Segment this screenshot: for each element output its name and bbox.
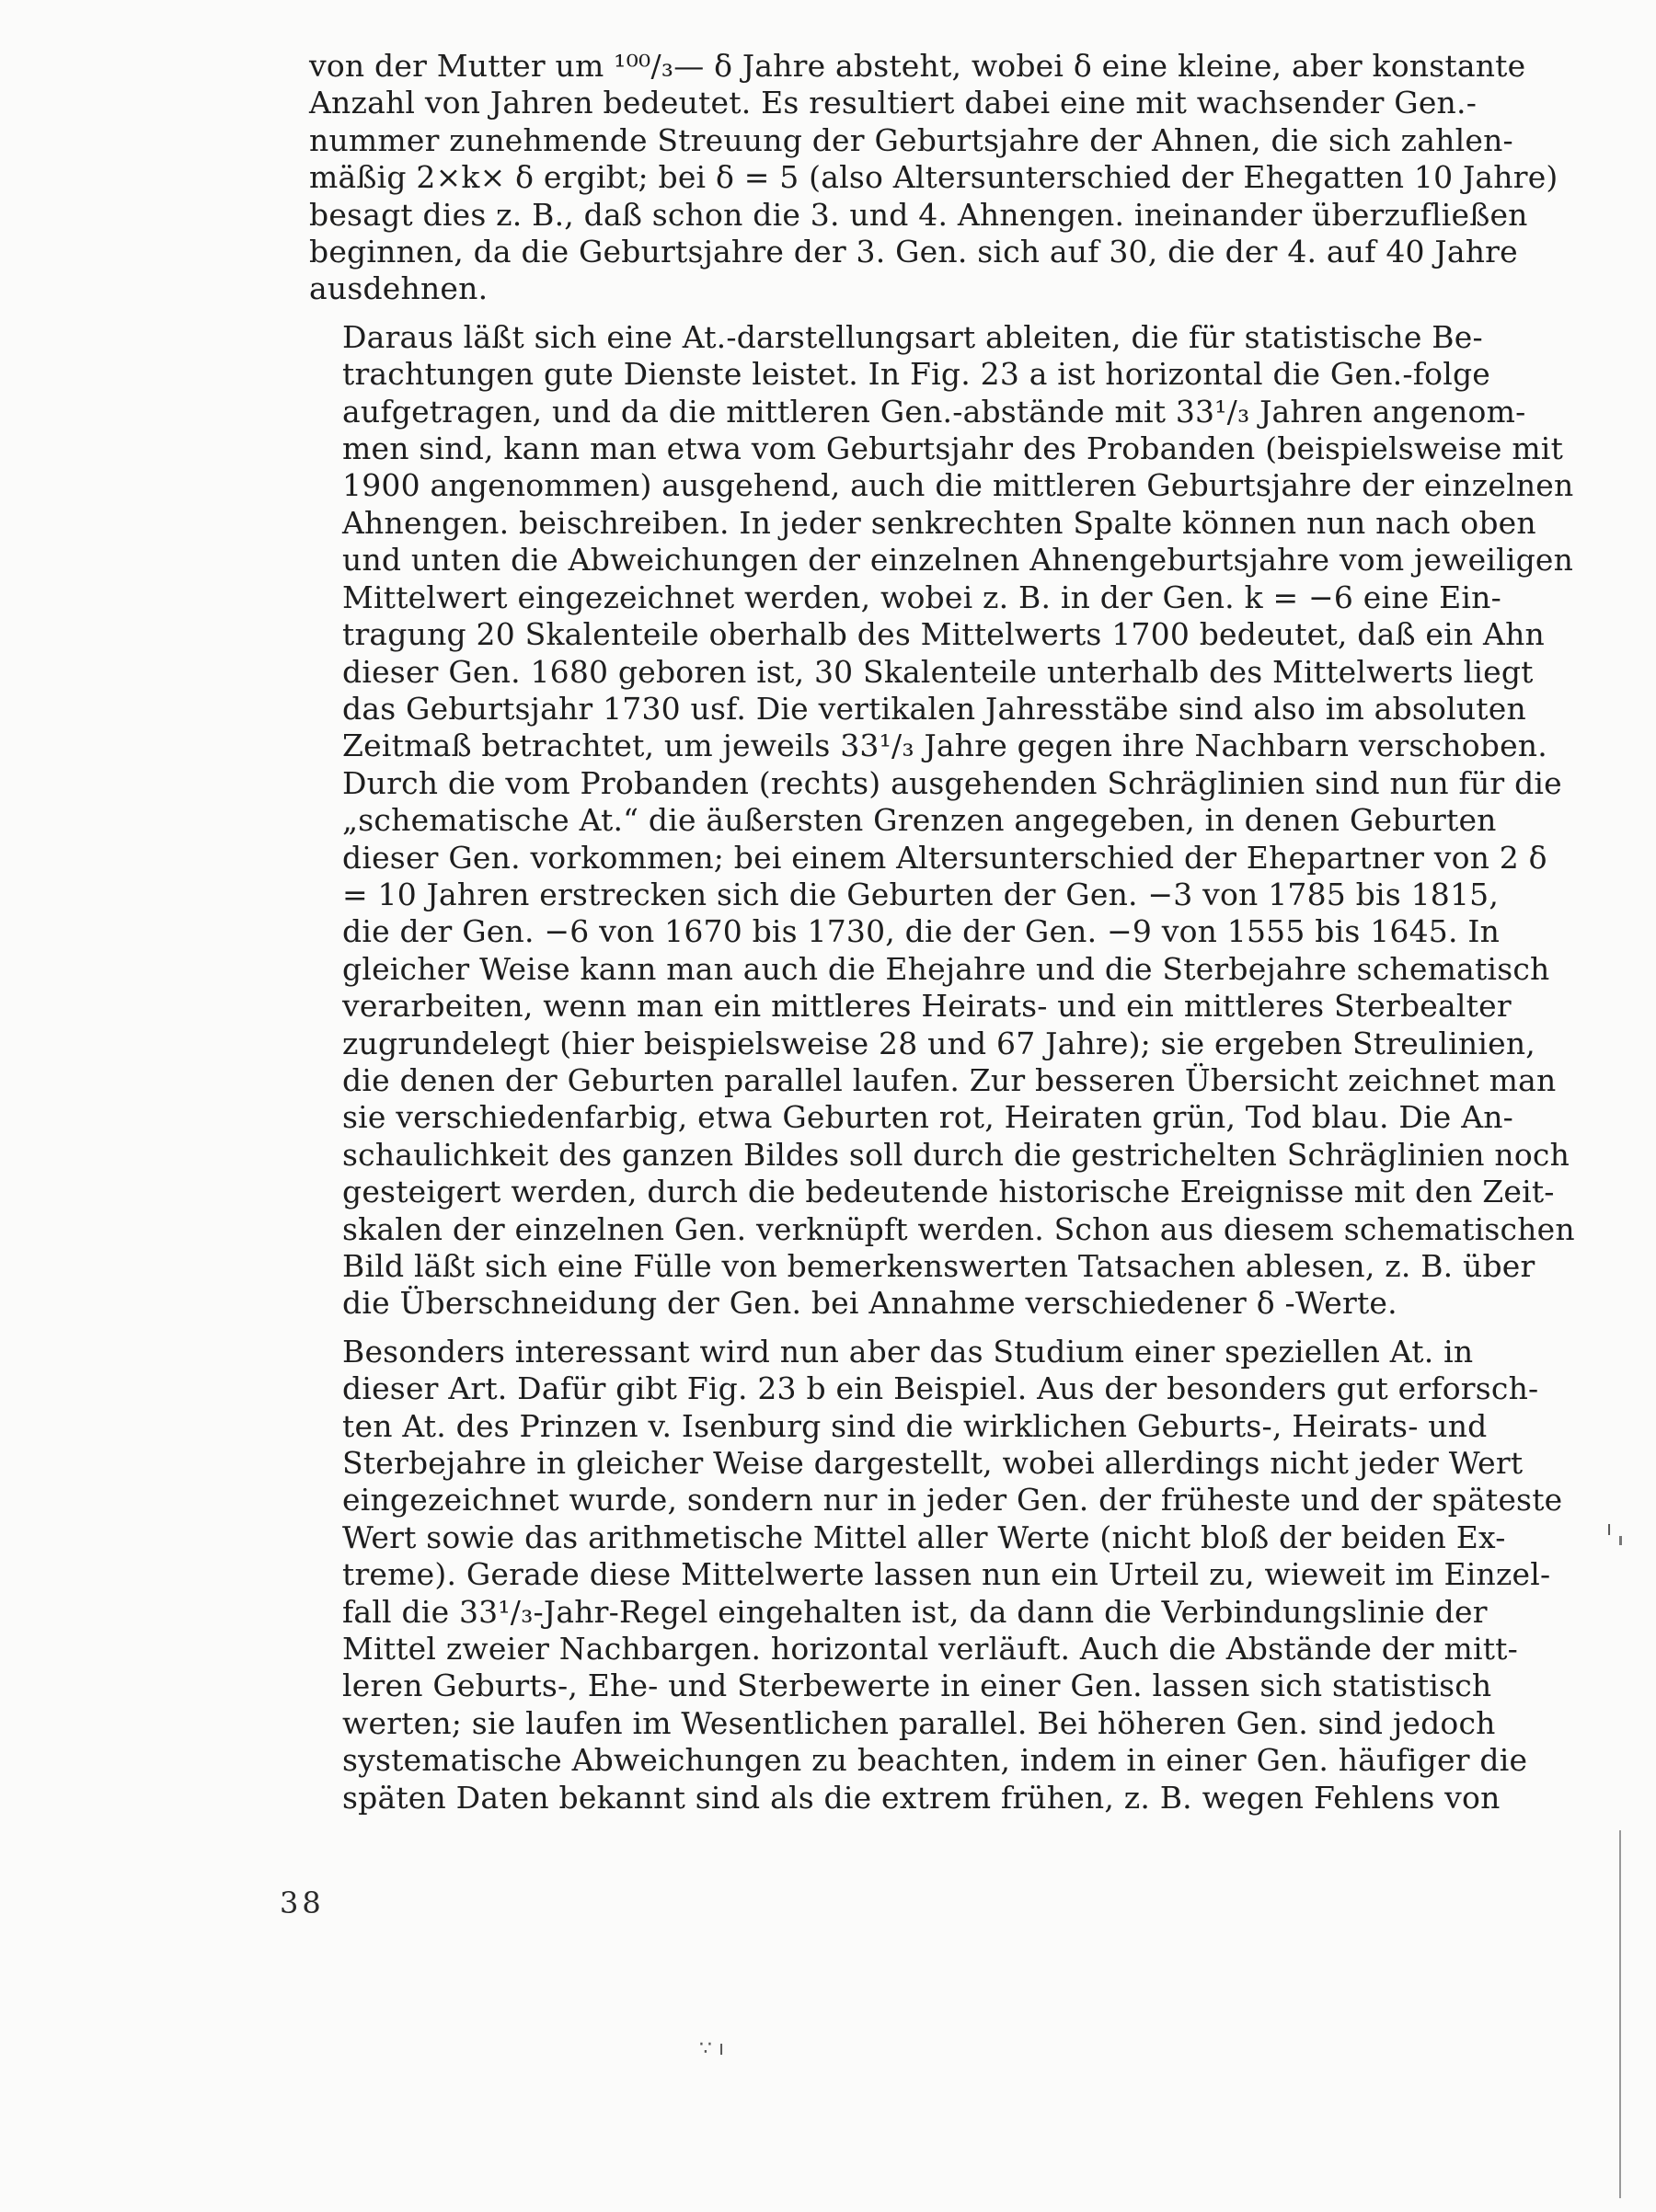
text-line: eingezeichnet wurde, sondern nur in jeder Gen. der früheste und der späteste	[342, 1482, 1563, 1519]
text-line: ten At. des Prinzen v. Isenburg sind die wirklichen Geburts-, Heirats- und	[342, 1407, 1488, 1444]
text-line: beginnen, da die Geburtsjahre der 3. Gen. sich auf 30, die der 4. auf 40 Jahre	[309, 234, 1518, 270]
text-line: Daraus läßt sich eine At.-darstellungsart ableiten, die für statistische Be-	[342, 318, 1483, 355]
text-line: das Geburtsjahr 1730 usf. Die vertikalen Jahresstäbe sind also im absoluten	[342, 690, 1526, 727]
paragraph	[309, 1333, 1563, 1817]
text-line: verarbeiten, wenn man ein mittleres Heirats- und ein mittleres Sterbealter	[342, 988, 1512, 1025]
text-line: Zeitmaß betrachtet, um jeweils 33¹/₃ Jahre gegen ihre Nachbarn verschoben.	[342, 728, 1547, 764]
text-line: dieser Gen. 1680 geboren ist, 30 Skalenteile unterhalb des Mittelwerts liegt	[342, 653, 1534, 690]
text-line: dieser Gen. vorkommen; bei einem Altersunterschied der Ehepartner von 2 δ	[342, 839, 1547, 876]
text-line: trachtungen gute Dienste leistet. In Fig. 23 a ist horizontal die Gen.-folge	[342, 356, 1491, 393]
text-line: Sterbejahre in gleicher Weise dargestellt, wobei allerdings nicht jeder Wert	[342, 1445, 1524, 1482]
text-line: ausdehnen.	[309, 270, 489, 307]
text-line: Anzahl von Jahren bedeutet. Es resultiert dabei eine mit wachsender Gen.-	[309, 85, 1478, 121]
text-line: men sind, kann man etwa vom Geburtsjahr des Probanden (beispielsweise mit	[342, 430, 1564, 467]
text-line: späten Daten bekannt sind als die extrem frühen, z. B. wegen Fehlens von	[342, 1779, 1501, 1816]
text-line: zugrundelegt (hier beispielsweise 28 und 67 Jahre); sie ergeben Streulinien,	[342, 1025, 1535, 1061]
text-line: Durch die vom Probanden (rechts) ausgehenden Schräglinien sind nun für die	[342, 764, 1562, 801]
text-line: Mittelwert eingezeichnet werden, wobei z. B. in der Gen. k = −6 eine Ein-	[342, 579, 1501, 615]
text-line: die der Gen. −6 von 1670 bis 1730, die der Gen. −9 von 1555 bis 1645. In	[342, 913, 1501, 950]
text-line: gesteigert werden, durch die bedeutende historische Ereignisse mit den Zeit-	[342, 1174, 1555, 1210]
text-line: systematische Abweichungen zu beachten, indem in einer Gen. häufiger die	[342, 1742, 1528, 1779]
text-line: Ahnengen. beischreiben. In jeder senkrechten Spalte können nun nach oben	[342, 504, 1536, 541]
scan-artifact	[1619, 1830, 1621, 2198]
text-line: die Überschneidung der Gen. bei Annahme verschiedener δ -Werte.	[342, 1285, 1397, 1322]
text-line: mäßig 2×k× δ ergibt; bei δ = 5 (also Altersunterschied der Ehegatten 10 Jahre)	[309, 159, 1558, 196]
text-line: nummer zunehmende Streuung der Geburtsjahre der Ahnen, die sich zahlen-	[309, 121, 1513, 158]
text-line: gleicher Weise kann man auch die Ehejahre und die Sterbejahre schematisch	[342, 950, 1550, 987]
text-line: und unten die Abweichungen der einzelnen Ahnengeburtsjahre vom jeweiligen	[342, 542, 1574, 579]
text-line: Mittel zweier Nachbargen. horizontal verläuft. Auch die Abstände der mitt-	[342, 1631, 1518, 1668]
text-line: werten; sie laufen im Wesentlichen parallel. Bei höheren Gen. sind jedoch	[342, 1704, 1496, 1741]
text-line: besagt dies z. B., daß schon die 3. und 4. Ahnengen. ineinander überzufließen	[309, 196, 1528, 233]
scan-speck: ı	[1606, 1518, 1613, 1541]
page-number: 38	[280, 1885, 325, 1920]
text-line: Bild läßt sich eine Fülle von bemerkenswerten Tatsachen ablesen, z. B. über	[342, 1248, 1535, 1284]
text-line: sie verschiedenfarbig, etwa Geburten rot, Heiraten grün, Tod blau. Die An-	[342, 1099, 1514, 1136]
text-line: Wert sowie das arithmetische Mittel aller Werte (nicht bloß der beiden Ex-	[342, 1519, 1506, 1555]
paragraph	[309, 318, 1575, 1323]
text-line: fall die 33¹/₃-Jahr-Regel eingehalten ist, da dann die Verbindungslinie der	[342, 1593, 1488, 1630]
text-line: = 10 Jahren erstrecken sich die Geburten der Gen. −3 von 1785 bis 1815,	[342, 876, 1500, 912]
text-line: leren Geburts-, Ehe- und Sterbewerte in einer Gen. lassen sich statistisch	[342, 1668, 1492, 1704]
text-line: von der Mutter um ¹⁰⁰/₃— δ Jahre absteht, wobei δ eine kleine, aber konstante	[309, 48, 1526, 84]
text-line: treme). Gerade diese Mittelwerte lassen nun ein Urteil zu, wieweit im Einzel-	[342, 1556, 1551, 1593]
text-line: „schematische At.“ die äußersten Grenzen angegeben, in denen Geburten	[342, 802, 1497, 839]
text-line: Besonders interessant wird nun aber das Studium einer speziellen At. in	[342, 1333, 1474, 1370]
text-line: aufgetragen, und da die mittleren Gen.-abstände mit 33¹/₃ Jahren angenom-	[342, 393, 1526, 430]
text-line: tragung 20 Skalenteile oberhalb des Mittelwerts 1700 bedeutet, daß ein Ahn	[342, 616, 1545, 653]
paragraph	[309, 48, 1558, 308]
text-line: schaulichkeit des ganzen Bildes soll durch die gestrichelten Schräglinien noch	[342, 1136, 1570, 1173]
text-line: 1900 angenommen) ausgehend, auch die mittleren Geburtsjahre der einzelnen	[342, 467, 1574, 504]
body-text	[309, 48, 1575, 1828]
text-line: die denen der Geburten parallel laufen. Zur besseren Übersicht zeichnet man	[342, 1061, 1557, 1098]
text-line: skalen der einzelnen Gen. verknüpft werden. Schon aus diesem schematischen	[342, 1210, 1575, 1247]
text-line: dieser Art. Dafür gibt Fig. 23 b ein Beispiel. Aus der besonders gut erforsch-	[342, 1370, 1539, 1407]
scan-artifact	[1619, 1536, 1622, 1545]
scan-speck: ∵ ı	[699, 2037, 725, 2060]
